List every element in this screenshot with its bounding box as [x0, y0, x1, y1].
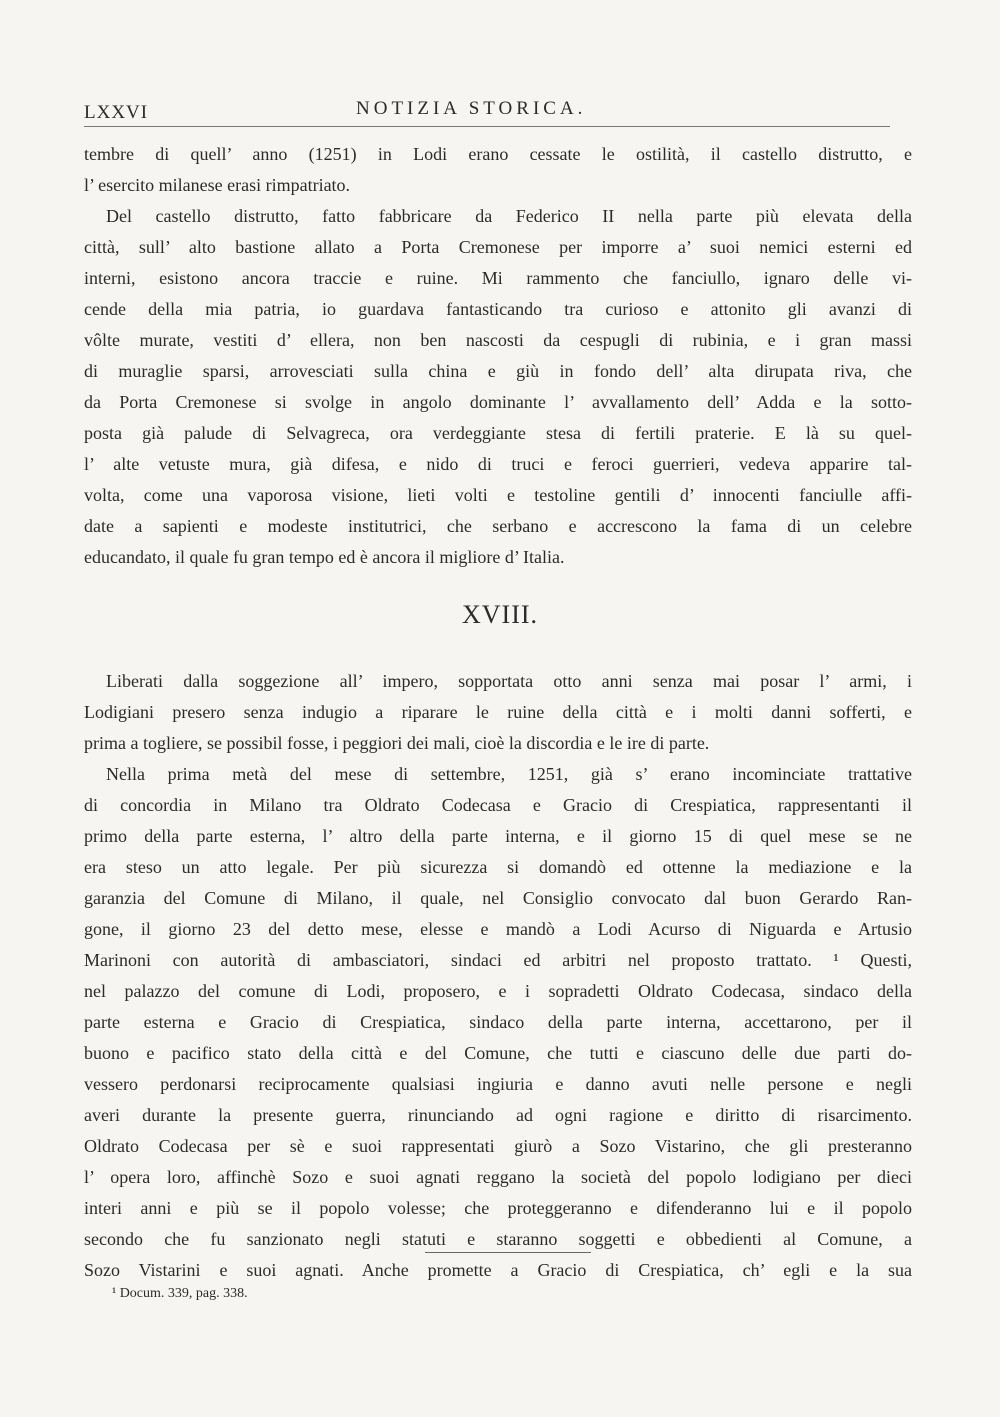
- continued-text-block: [84, 139, 912, 573]
- text-line: interi anni e più se il popolo volesse; che proteggeranno e difenderanno lui e il popolo: [84, 1198, 912, 1218]
- text-line: vessero perdonarsi reciprocamente qualsiasi ingiuria e danno avuti nelle persone e negli: [84, 1074, 912, 1094]
- text-line: buono e pacifico stato della città e del Comune, che tutti e ciascuno delle due parti do-: [84, 1043, 912, 1063]
- text-line: Lodigiani presero senza indugio a riparare le ruine della città e i molti danni sofferti, e: [84, 702, 912, 722]
- text-line: di muraglie sparsi, arrovesciati sulla china e giù in fondo dell’ alta dirupata riva, che: [84, 361, 912, 381]
- text-line: era steso un atto legale. Per più sicurezza si domandò ed ottenne la mediazione e la: [84, 857, 912, 877]
- text-line: parte esterna e Gracio di Crespiatica, sindaco della parte interna, accettarono, per il: [84, 1012, 912, 1032]
- text-line: volta, come una vaporosa visione, lieti volti e testoline gentili d’ innocenti fanciulle affi-: [84, 485, 912, 505]
- text-line: Sozo Vistarini e suoi agnati. Anche promette a Gracio di Crespiatica, ch’ egli e la sua: [84, 1260, 912, 1280]
- text-line: di concordia in Milano tra Oldrato Codecasa e Gracio di Crespiatica, rappresentanti il: [84, 795, 912, 815]
- header-rule: [84, 126, 890, 127]
- text-line: interni, esistono ancora traccie e ruine. Mi rammento che fanciullo, ignaro delle vi-: [84, 268, 912, 288]
- section-heading: XVIII.: [461, 600, 539, 629]
- text-line: tembre di quell’ anno (1251) in Lodi erano cessate le ostilità, il castello distrutto, e: [84, 144, 912, 164]
- text-line: vôlte murate, vestiti d’ ellera, non ben nascosti da cespugli di rubinia, e i gran massi: [84, 330, 912, 350]
- footnote: ¹ Docum. 339, pag. 338.: [112, 1286, 248, 1301]
- text-line: posta già palude di Selvagreca, ora verdeggiante stesa di fertili praterie. E là su quel-: [84, 423, 912, 443]
- footnote-rule: [425, 1252, 591, 1253]
- text-line: gone, il giorno 23 del detto mese, elesse e mandò a Lodi Acurso di Niguarda e Artusio: [84, 919, 912, 939]
- section-text-block: [84, 666, 912, 1286]
- text-line: garanzia del Comune di Milano, il quale, nel Consiglio convocato dal buon Gerardo Ran-: [84, 888, 912, 908]
- text-line: secondo che fu sanzionato negli statuti e staranno soggetti e obbedienti al Comune, a: [84, 1229, 912, 1249]
- text-line: Oldrato Codecasa per sè e suoi rappresentati giurò a Sozo Vistarino, che gli presteranno: [84, 1136, 912, 1156]
- text-line: Nella prima metà del mese di settembre, 1251, già s’ erano incominciate trattative: [106, 764, 912, 784]
- text-line: averi durante la presente guerra, rinunciando ad ogni ragione e diritto di risarcimento.: [84, 1105, 912, 1125]
- text-line: nel palazzo del comune di Lodi, proposero, e i sopradetti Oldrato Codecasa, sindaco della: [84, 981, 912, 1001]
- text-line: cende della mia patria, io guardava fantasticando tra curioso e attonito gli avanzi di: [84, 299, 912, 319]
- text-line: prima a togliere, se possibil fosse, i peggiori dei mali, cioè la discordia e le ire di parte.: [84, 733, 710, 753]
- text-line: primo della parte esterna, l’ altro della parte interna, e il giorno 15 di quel mese se ne: [84, 826, 912, 846]
- text-line: l’ alte vetuste mura, già difesa, e nido di truci e feroci guerrieri, vedeva apparire tal-: [84, 454, 912, 474]
- text-line: date a sapienti e modeste institutrici, che serbano e accrescono la fama di un celebre: [84, 516, 912, 536]
- text-line: Liberati dalla soggezione all’ impero, sopportata otto anni senza mai posar l’ armi, i: [106, 671, 912, 691]
- text-line: l’ opera loro, affinchè Sozo e suoi agnati reggano la società del popolo lodigiano per dieci: [84, 1167, 912, 1187]
- running-head: [84, 98, 890, 128]
- text-line: città, sull’ alto bastione allato a Porta Cremonese per imporre a’ suoi nemici esterni ed: [84, 237, 912, 257]
- text-line: educandato, il quale fu gran tempo ed è ancora il migliore d’ Italia.: [84, 547, 565, 567]
- text-line: Del castello distrutto, fatto fabbricare da Federico II nella parte più elevata della: [106, 206, 912, 226]
- text-line: Marinoni con autorità di ambasciatori, sindaci ed arbitri nel proposto trattato. ¹ Questi,: [84, 950, 912, 970]
- text-line: l’ esercito milanese erasi rimpatriato.: [84, 175, 351, 195]
- page-number: LXXVI: [84, 102, 149, 123]
- running-title: NOTIZIA STORICA.: [356, 98, 587, 119]
- text-line: da Porta Cremonese si svolge in angolo dominante l’ avvallamento dell’ Adda e la sotto-: [84, 392, 912, 412]
